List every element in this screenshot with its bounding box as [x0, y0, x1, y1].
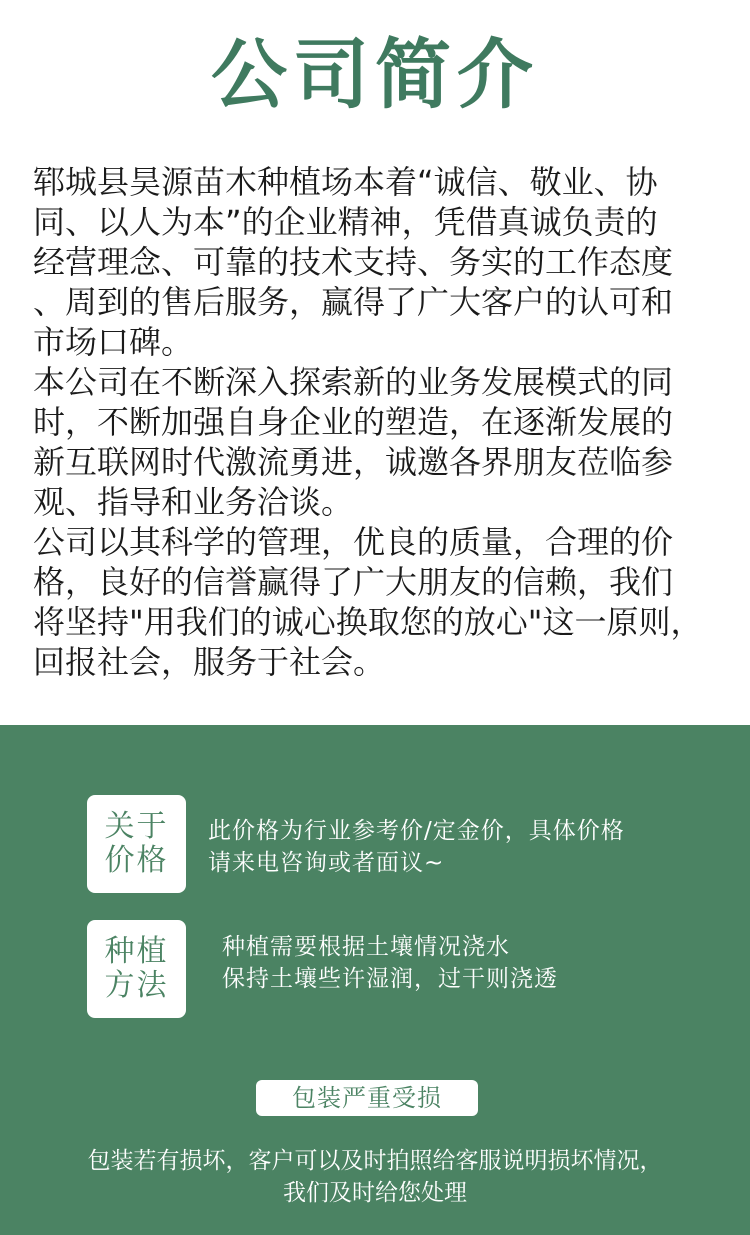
section-title: 公司简介	[211, 30, 539, 119]
intro-paragraph: 公司以其科学的管理，优良的质量，合理的价 格，良好的信誉赢得了广大朋友的信赖，我们 将坚持"用我们的诚心换取您的放心"这一原则， 回报社会，服务于社会。	[33, 523, 703, 681]
packaging-notice	[0, 1145, 750, 1209]
price-badge-label: 关于价格	[104, 809, 169, 878]
price-line: 请来电咨询或者面议~	[208, 850, 445, 876]
intro-paragraph: 本公司在不断深入探索新的业务发展模式的同 时，不断加强自身企业的塑造，在逐渐发展的 新互联网时代激流勇进，诚邀各界朋友莅临参 观、指导和业务洽谈。	[33, 363, 674, 521]
method-line: 种植需要根据土壤情况浇水	[222, 934, 510, 960]
planting-method-badge	[87, 920, 186, 1018]
price-badge	[87, 795, 186, 893]
price-line: 此价格为行业参考价/定金价，具体价格	[208, 818, 625, 844]
notice-line: 包装若有损坏，客户可以及时拍照给客服说明损坏情况，	[87, 1148, 663, 1174]
intro-text	[33, 162, 723, 682]
purchase-info-section	[0, 725, 750, 1235]
price-description	[208, 815, 625, 879]
planting-method-description	[222, 931, 558, 995]
intro-paragraph: 郓城县昊源苗木种植场本着“诚信、敬业、协 同、以人为本”的企业精神，凭借真诚负责的 经营理念、可靠的技术支持、务实的工作态度 、周到的售后服务，赢得了广大客户的认可和 市场口碑。	[33, 163, 674, 361]
method-line: 保持土壤些许湿润，过干则浇透	[222, 966, 558, 992]
planting-method-badge-label: 种植方法	[104, 934, 169, 1003]
notice-line: 我们及时给您处理	[283, 1180, 467, 1206]
packaging-damage-label: 包装严重受损	[256, 1080, 478, 1116]
